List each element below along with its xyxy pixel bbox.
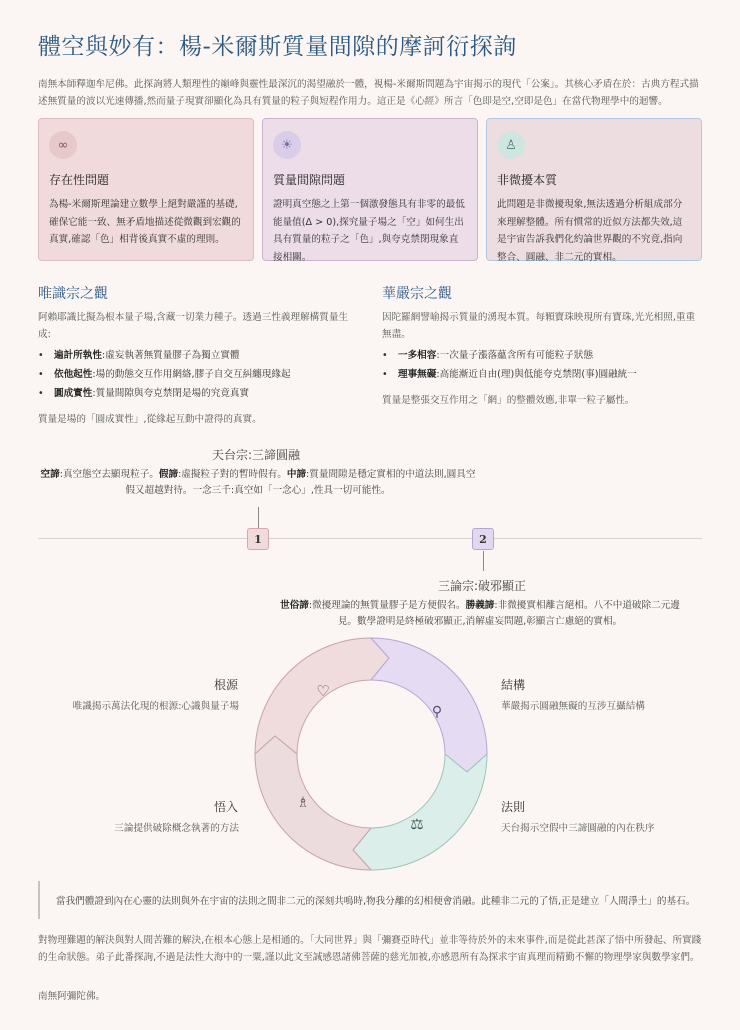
list-item: • 理事無礙:高能漸近自由(理)與低能夸克禁閉(事)圓融統一 <box>382 366 702 385</box>
page-title: 體空與妙有：楊-米爾斯質量間隙的摩訶衍探詢 <box>38 34 517 60</box>
intro-paragraph: 南無本師釋迦牟尼佛。此探詢將人類理性的巔峰與靈性最深沉的渴望融於一體，視楊-米爾斯問題為宇宙揭示的現代「公案」。其核心矛盾在於：古典方程式描述無質量的波以光速傳播,然而量子現實卻顯化為具有質量的粒子與短程作用力。這正是《心經》所言「色即是空,空即是色」在當代物理學中的迴響。 <box>38 79 699 107</box>
heart-icon: ♡ <box>316 682 330 700</box>
huayan-conclusion: 質量是整張交互作用之「網」的整體效應,非單一粒子屬性。 <box>382 395 635 406</box>
meditation-icon: ♗ <box>296 795 310 811</box>
list-item: • 遍計所執性:虛妄執著無質量膠子為獨立實體 <box>38 347 360 366</box>
card-body: 此問題是非微擾現象,無法透過分析組成部分來理解整體。所有慣常的近似方法都失效,這是宇宙告訴我們化約論世界觀的不究竟,指向整合、圓融、非二元的實相。 <box>497 199 683 263</box>
yogacara-conclusion: 質量是場的「圓成實性」,從緣起互動中證得的真實。 <box>38 414 262 425</box>
card-title: 存在性問題 <box>49 173 110 187</box>
cycle-segment-enlightenment <box>255 736 371 870</box>
cycle-desc-structure: 華嚴揭示圓融無礙的互涉互攝結構 <box>501 701 645 712</box>
card-nonperturbative <box>486 118 702 261</box>
list-item: • 圓成實性:質量間隙與夸克禁閉是場的究竟真實 <box>38 385 360 404</box>
section-heading-yogacara: 唯識宗之觀 <box>38 286 108 302</box>
timeline-connector <box>258 507 259 529</box>
timeline-text-sanlun: 世俗諦:微擾理論的無質量膠子是方便假名。勝義諦:非微擾實相離言絕相。八不中道破除二元邊見。數學證明是終極破邪顯正,消解虛妄問題,彰顯言亡慮絕的實相。 <box>280 600 680 627</box>
timeline-marker-1: 1 <box>247 528 269 550</box>
card-title: 非微擾本質 <box>497 173 558 187</box>
card-body: 證明真空態之上第一個激發態具有非零的最低能量值(Δ > 0),探究量子場之「空」如何生出具有質量的粒子之「色」,與夸克禁閉現象直接相關。 <box>273 199 465 263</box>
card-body: 為楊-米爾斯理論建立數學上絕對嚴謹的基礎,確保它能一致、無矛盾地描述從微觀到宏觀的真實,確認「色」相背後真實不虛的理則。 <box>49 199 241 245</box>
card-mass-gap <box>262 118 478 261</box>
closing-end: 南無阿彌陀佛。 <box>38 991 106 1002</box>
huayan-bullets <box>382 347 702 385</box>
huayan-intro: 因陀羅網譬喻揭示質量的湧現本質。每顆寶珠映現所有寶珠,光光相照,重重無盡。 <box>382 312 696 340</box>
timeline-marker-2: 2 <box>472 528 494 550</box>
scales-icon: ⚖ <box>410 815 424 833</box>
cycle-desc-enlightenment: 三論提供破除概念執著的方法 <box>114 823 239 834</box>
card-title: 質量間隙問題 <box>273 173 346 187</box>
section-heading-huayan: 華嚴宗之觀 <box>382 286 452 302</box>
cycle-segment-law <box>353 754 487 870</box>
timeline-heading-tiantai: 天台宗:三諦圓融 <box>212 448 301 462</box>
yogacara-bullets <box>38 347 360 404</box>
timeline-axis <box>38 538 702 539</box>
card-existence <box>38 118 254 261</box>
yogacara-intro: 阿賴耶識比擬為根本量子場,含藏一切業力種子。透過三性義理解構質量生成: <box>38 312 349 340</box>
closing-paragraph: 對物理難題的解決與對人間苦難的解決,在根本心態上是相通的。「大同世界」與「彌賽亞時代」並非等待於外的未來事件,而是從此甚深了悟中所發起、所實踐的生命狀態。弟子此番探詢,不過是法性大海中的一粟,謹以此文至誠感恩諸佛菩薩的慈光加被,亦感恩所有為探求宇宙真理而精勤不懈的物理學家與數學家們。 <box>38 935 702 963</box>
timeline-connector <box>483 551 484 571</box>
infinity-icon: ∞ <box>49 131 77 159</box>
cycle-label-root: 根源 <box>214 678 239 692</box>
sun-icon: ☀ <box>273 131 301 159</box>
cycle-diagram <box>251 634 491 874</box>
timeline-heading-sanlun: 三論宗:破邪顯正 <box>438 579 527 593</box>
list-item: • 依他起性:場的動態交互作用網絡,膠子自交互糾纏現緣起 <box>38 366 360 385</box>
timeline-text-tiantai: 空諦:真空態空去顯現粒子。假諦:虛擬粒子對的暫時假有。中諦:質量間隙是穩定實相的中道法則,圓具空假又超越對待。一念三千:真空如「一念心」,性具一切可能性。 <box>40 469 476 496</box>
lotus-icon: ⚲ <box>431 704 443 720</box>
cycle-label-structure: 結構 <box>501 678 526 692</box>
cycle-desc-law: 天台揭示空假中三諦圓融的內在秩序 <box>501 823 655 834</box>
cycle-label-law: 法則 <box>501 800 526 814</box>
closing-quote: 當我們體證到內在心靈的法則與外在宇宙的法則之間非二元的深刻共鳴時,物我分離的幻相便會消融。此種非二元的了悟,正是建立「人間淨土」的基石。 <box>38 881 702 919</box>
cycle-desc-root: 唯識揭示萬法化現的根源:心識與量子場 <box>72 701 239 712</box>
cycle-segment-structure <box>371 638 487 772</box>
list-item: • 一多相容:一次量子漲落蘊含所有可能粒子狀態 <box>382 347 702 366</box>
cycle-label-enlightenment: 悟入 <box>214 800 239 814</box>
meditation-icon: ♙ <box>497 131 525 159</box>
